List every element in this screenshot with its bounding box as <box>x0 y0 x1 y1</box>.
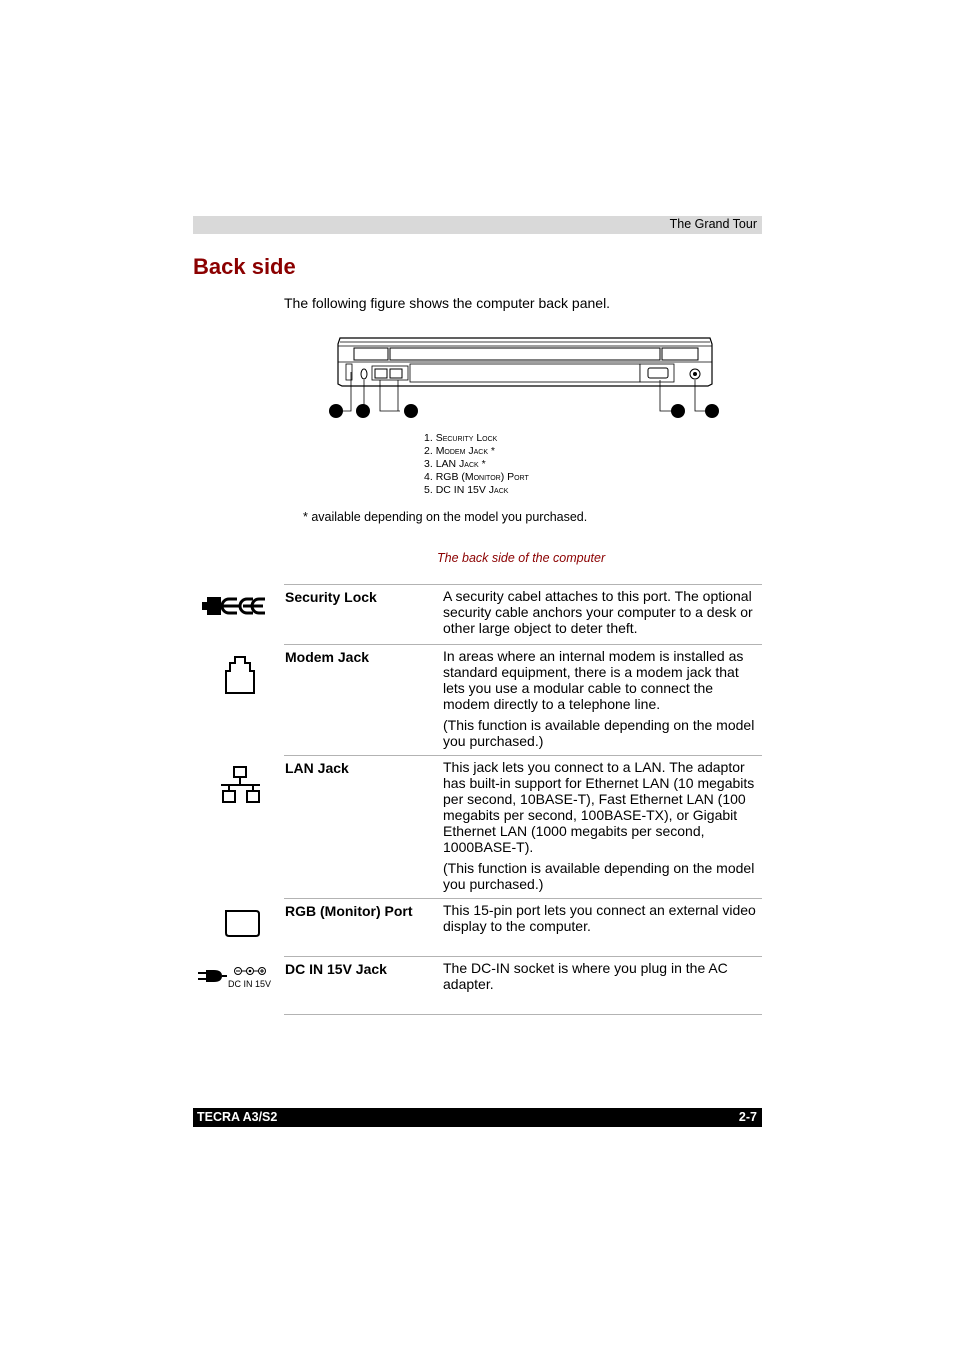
modem-jack-icon <box>193 645 283 695</box>
legend-item: 1. Security Lock <box>424 432 498 444</box>
table-row <box>284 898 762 956</box>
legend-item: 3. LAN Jack * <box>424 458 486 470</box>
row-term: DC IN 15V Jack <box>285 961 387 977</box>
legend-item: 2. Modem Jack * <box>424 445 496 457</box>
row-description: In areas where an internal modem is installed as standard equipment, there is a modem jack that lets you use a modular cable to connect the modem directly to a telephone line. (This function is available depending on the model you purchased.) <box>443 648 755 749</box>
back-panel-illustration <box>320 330 740 430</box>
table-row <box>284 644 762 755</box>
row-description: The DC-IN socket is where you plug in the AC adapter. <box>443 960 728 992</box>
ports-table <box>193 584 762 1015</box>
row-description: This jack lets you connect to a LAN. The adaptor has built-in support for Ethernet LAN (10 megabits per second, 10BASE-T), Fast Ethernet LAN (100 megabits per second, 100BASE-TX), or Gigabit Ethernet LAN (1000 megabits per second, 1000BASE-T). (This function is available depending on the model you purchased.) <box>443 759 755 892</box>
header-bar <box>193 216 762 234</box>
footnote: * available depending on the model you purchased. <box>303 510 588 524</box>
lan-jack-icon <box>193 756 283 806</box>
legend-item: 4. RGB (Monitor) Port <box>424 471 529 483</box>
footer-bar <box>193 1108 762 1127</box>
table-row <box>284 755 762 898</box>
figure-caption: The back side of the computer <box>437 551 606 565</box>
intro-text: The following figure shows the computer back panel. <box>284 295 611 311</box>
security-lock-icon <box>193 585 283 635</box>
chapter-title: The Grand Tour <box>669 217 757 231</box>
table-row <box>228 956 762 1015</box>
row-term: Modem Jack <box>285 649 370 665</box>
row-term: RGB (Monitor) Port <box>285 903 413 919</box>
legend-item: 5. DC IN 15V Jack <box>424 484 509 496</box>
figure-legend <box>424 432 529 497</box>
dc-in-icon-label: DC IN 15V <box>228 979 272 989</box>
monitor-port-icon <box>193 899 283 949</box>
page-number: 2-7 <box>738 1110 757 1124</box>
dc-in-icon <box>193 957 283 1007</box>
page-title: Back side <box>193 254 296 279</box>
row-description: This 15-pin port lets you connect an external video display to the computer. <box>443 902 756 934</box>
back-panel-figure <box>320 330 740 430</box>
row-term: Security Lock <box>285 589 377 605</box>
table-row <box>284 584 762 644</box>
row-term: LAN Jack <box>285 760 349 776</box>
footer-model: TECRA A3/S2 <box>197 1110 278 1124</box>
row-description: A security cabel attaches to this port. The optional security cable anchors your computer to a desk or other large object to deter theft. <box>443 588 753 636</box>
